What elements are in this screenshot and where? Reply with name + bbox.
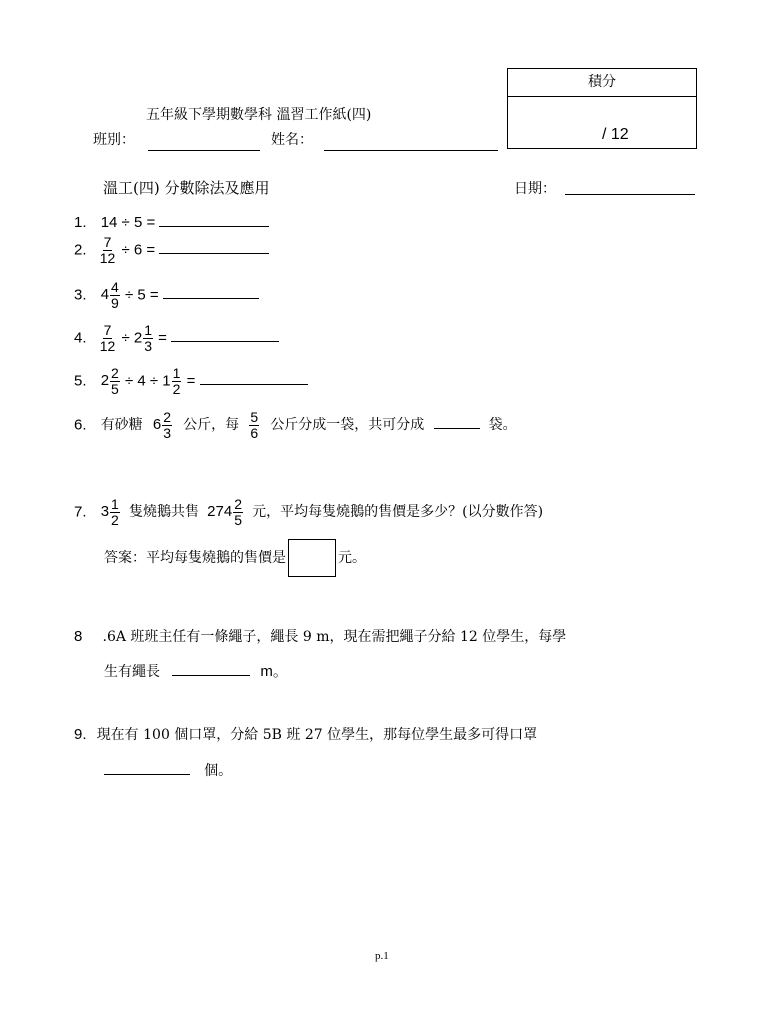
fraction-numerator: 2 bbox=[163, 409, 171, 425]
whole-number: 3 bbox=[100, 503, 110, 521]
class-field[interactable] bbox=[148, 136, 260, 151]
fraction-denominator: 9 bbox=[111, 295, 119, 311]
answer-blank[interactable] bbox=[171, 327, 279, 342]
question-text: 現在有 100 個口罩，分給 5B 班 27 位學生，那每位學生最多可得口罩 bbox=[96, 727, 538, 743]
worksheet-title: 五年級下學期數學科 溫習工作紙(四) bbox=[146, 107, 372, 123]
class-label: 班別： bbox=[93, 132, 135, 148]
whole-number: 274 bbox=[207, 503, 233, 521]
fraction bbox=[99, 235, 117, 266]
answer-blank[interactable] bbox=[104, 760, 190, 775]
question-number: 7. bbox=[74, 503, 87, 521]
operator: ÷ 4 ÷ 1 bbox=[125, 372, 171, 390]
answer-unit: 個。 bbox=[204, 763, 233, 779]
date-field[interactable] bbox=[565, 180, 695, 195]
question-number: 5. bbox=[74, 372, 87, 390]
fraction-numerator: 4 bbox=[111, 279, 119, 295]
fraction-denominator: 3 bbox=[163, 425, 171, 441]
fraction bbox=[172, 366, 182, 397]
score-label: 積分 bbox=[508, 69, 696, 97]
fraction bbox=[99, 323, 117, 354]
question-number: 8 bbox=[74, 628, 83, 645]
fraction-numerator: 1 bbox=[172, 365, 181, 381]
question-number: 4. bbox=[74, 329, 87, 347]
whole-number: 2 bbox=[100, 372, 110, 390]
question-9 bbox=[74, 724, 537, 744]
name-field[interactable] bbox=[324, 136, 498, 151]
answer-label: 答案：平均每隻燒鵝的售價是 bbox=[104, 549, 286, 566]
question-8-line2 bbox=[104, 660, 288, 681]
answer-blank[interactable] bbox=[200, 370, 308, 385]
fraction-numerator: 7 bbox=[103, 234, 112, 250]
question-text: 袋。 bbox=[488, 417, 517, 434]
question-4 bbox=[74, 323, 279, 354]
fraction-denominator: 12 bbox=[99, 338, 116, 354]
question-5 bbox=[74, 366, 308, 397]
answer-blank[interactable] bbox=[163, 284, 259, 299]
equals-sign: = bbox=[186, 372, 196, 390]
score-total: / 12 bbox=[602, 126, 629, 143]
date-label: 日期： bbox=[514, 181, 556, 197]
question-text: .6A 班班主任有一條繩子，繩長 9 m，現在需把繩子分給 12 位學生，每學 bbox=[102, 629, 567, 645]
fraction-numerator: 2 bbox=[111, 365, 119, 381]
page-number: p.1 bbox=[375, 950, 389, 962]
fraction bbox=[249, 410, 259, 441]
fraction bbox=[162, 410, 172, 441]
question-7 bbox=[74, 497, 543, 528]
whole-number: 4 bbox=[100, 286, 110, 304]
name-label: 姓名： bbox=[271, 132, 313, 148]
score-box bbox=[507, 68, 697, 149]
fraction bbox=[110, 366, 120, 397]
question-number: 2. bbox=[74, 241, 87, 259]
fraction-numerator: 1 bbox=[111, 496, 119, 512]
answer-blank[interactable] bbox=[434, 414, 480, 429]
fraction-denominator: 6 bbox=[250, 425, 259, 441]
answer-unit: 元。 bbox=[338, 549, 366, 566]
fraction-numerator: 2 bbox=[234, 496, 242, 512]
fraction-numerator: 7 bbox=[103, 322, 112, 338]
question-expression: 14 ÷ 5 = bbox=[100, 214, 156, 231]
fraction bbox=[233, 497, 243, 528]
question-text: 隻燒鵝共售 bbox=[129, 504, 199, 521]
question-number: 3. bbox=[74, 286, 87, 304]
whole-number: 6 bbox=[152, 416, 162, 434]
question-expression: ÷ 5 = bbox=[125, 286, 159, 304]
question-text: 公斤，每 bbox=[183, 417, 240, 434]
fraction-numerator: 5 bbox=[250, 409, 259, 425]
question-8 bbox=[74, 626, 566, 646]
answer-box[interactable] bbox=[288, 539, 336, 577]
answer-blank[interactable] bbox=[172, 661, 250, 676]
fraction-denominator: 12 bbox=[99, 250, 116, 266]
question-3 bbox=[74, 280, 259, 311]
fraction-denominator: 5 bbox=[111, 381, 119, 397]
fraction bbox=[110, 497, 120, 528]
fraction-denominator: 2 bbox=[172, 381, 181, 397]
fraction-denominator: 2 bbox=[111, 512, 119, 528]
question-2 bbox=[74, 235, 269, 266]
question-9-line2 bbox=[104, 760, 232, 780]
question-text: 有砂糖 bbox=[100, 417, 143, 434]
question-number: 1. bbox=[74, 214, 87, 231]
operator: ÷ 2 bbox=[121, 329, 143, 347]
question-number: 6. bbox=[74, 416, 87, 434]
fraction bbox=[143, 323, 153, 354]
fraction-denominator: 3 bbox=[144, 338, 152, 354]
question-1 bbox=[74, 212, 269, 231]
answer-blank[interactable] bbox=[159, 239, 269, 254]
answer-unit: m。 bbox=[260, 663, 288, 680]
fraction-denominator: 5 bbox=[234, 512, 242, 528]
question-text: 公斤分成一袋，共可分成 bbox=[270, 417, 425, 434]
question-7-answer bbox=[104, 539, 366, 577]
fraction-numerator: 1 bbox=[144, 322, 152, 338]
fraction bbox=[110, 280, 120, 311]
question-6 bbox=[74, 410, 517, 441]
question-text: 元，平均每隻燒鵝的售價是多少？(以分數作答) bbox=[252, 504, 544, 521]
question-number: 9. bbox=[74, 726, 87, 743]
answer-blank[interactable] bbox=[159, 212, 269, 227]
question-text: 生有繩長 bbox=[104, 664, 160, 680]
equals-sign: = bbox=[158, 329, 167, 347]
question-expression: ÷ 6 = bbox=[121, 241, 156, 259]
section-title: 溫工(四) 分數除法及應用 bbox=[103, 179, 270, 197]
